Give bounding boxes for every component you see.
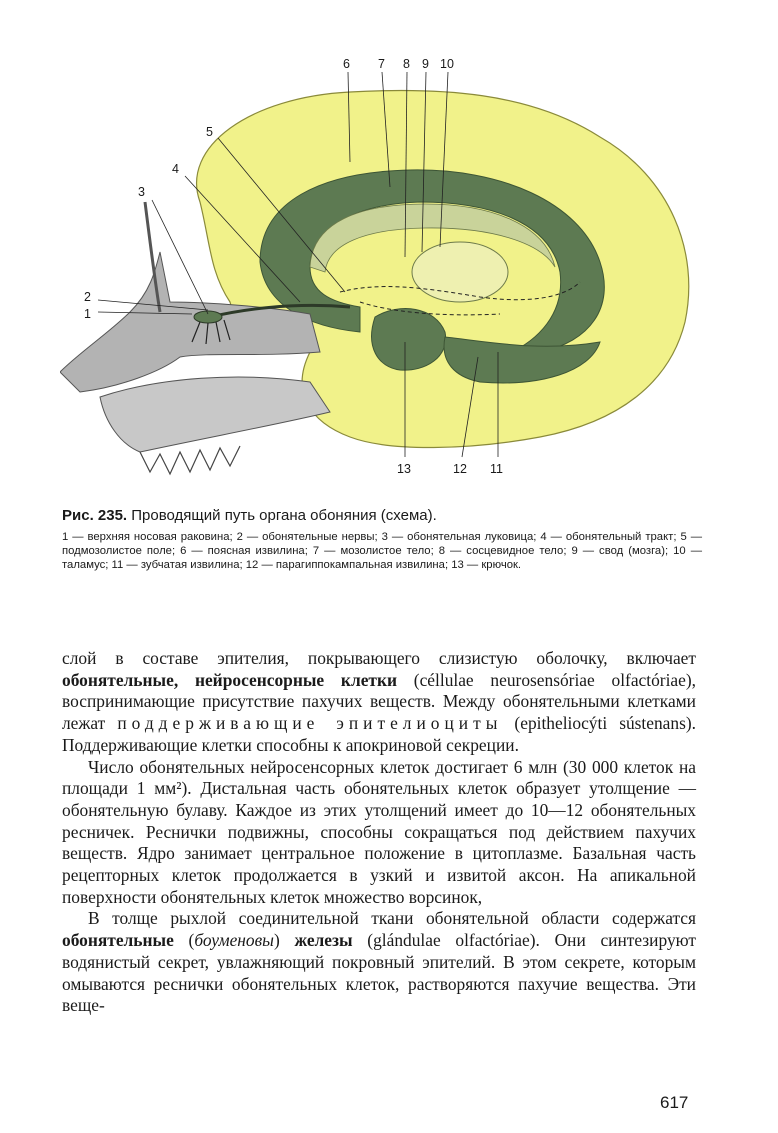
label-6: 6 [343,57,350,71]
caption-title [62,507,702,524]
olfactory-pathway-figure [60,52,710,492]
label-11: 11 [490,462,503,476]
paragraph-2: Число обонятельных нейросенсорных клеток достигает 6 млн (30 000 клеток на площади 1 мм²). Дистальная часть обонятельных клеток образует утолщение — обонятельную булаву. Каждое из этих утолщений имеет до 10—12 обонятельных ресничек. Реснички подвижны, способны сокращаться под действием пахучих веществ. Ядро занимает центральное положение в цитоплазме. Базальная часть рецепторных клеток продолжается в узкий и извитой аксон. На апикальной поверхности обонятельных клеток множество ворсинок, [62,756,696,907]
paragraph-3 [62,908,696,1017]
uncus [372,309,446,371]
label-7: 7 [378,57,385,71]
page-number: 617 [660,1093,689,1112]
palate-jaw [100,377,330,452]
text-run: слой в составе эпителия, покрывающего слизистую оболочку, включает [62,648,696,668]
thalamus [412,242,508,302]
olfactory-bulb [194,311,222,323]
term-bold: обонятельные [62,930,174,951]
brain-diagram [60,52,710,492]
figure-caption [62,507,702,572]
label-10: 10 [440,57,454,71]
paragraph-1 [62,648,696,757]
label-8: 8 [403,57,410,71]
label-4: 4 [172,162,179,176]
term-italic: боуменовы [194,930,274,951]
text-run: (glándulae olfactóriae). Они синтезируют водянистый секрет, увлажняющий покровный эпителий. В этом секрете, которым омываются реснички обонятельных клеток, растворяются пахучие вещества. Эти веще- [62,930,697,1016]
label-3: 3 [138,185,145,199]
label-9: 9 [422,57,429,71]
caption-text: Проводящий путь органа обоняния (схема). [127,507,437,524]
term-spaced: поддерживающие эпителиоциты [117,713,503,734]
term-bold: обонятельные, нейросенсорные клетки [62,669,398,690]
text-run: (epitheliocýti sústenans). Поддерживающие клетки способны к апокриновой секреции. [62,713,696,755]
label-2: 2 [84,290,91,304]
label-12: 12 [453,462,467,476]
text-run: ( [173,930,195,951]
term-bold: железы [294,930,353,951]
label-1: 1 [84,307,91,321]
text-run: В толще рыхлой соединительной ткани обонятельной области содержатся [88,908,696,929]
body-text [62,648,696,1017]
label-13: 13 [397,462,411,476]
caption-legend: 1 — верхняя носовая раковина; 2 — обонятельные нервы; 3 — обонятельная луковица; 4 — обонятельный тракт; 5 — подмозолистое поле; 6 — поясная извилина; 7 — мозолистое тело; 8 — сосцевидное тело; 9 — свод (мозга); 10 — таламус; 11 — зубчатая извилина; 12 — парагиппокампальная извилина; 13 — крючок. [62,531,702,571]
text-run: (céllulae neurosensóriae olfactóriae), воспринимающие присутствие пахучих веществ. Между обонятельными клетками лежат [62,669,697,734]
label-5: 5 [206,125,213,139]
text-run: ) [273,930,295,951]
figure-number: Рис. 235. [62,507,128,524]
teeth [140,446,240,474]
